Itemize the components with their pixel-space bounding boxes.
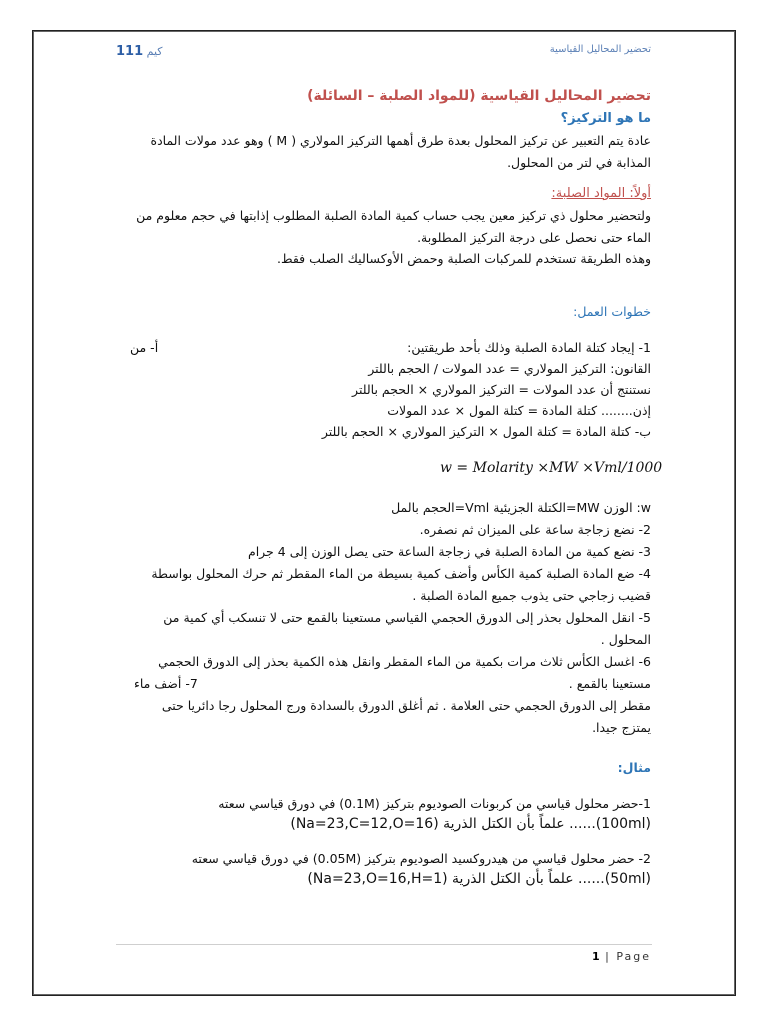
formula-legend: w: الوزن MW=الكتلة الجزيئية Vml=الحجم بالمل [391,500,651,515]
step1-line-c: نستنتج أن عدد المولات = التركيز المولاري × الحجم باللتر [352,382,651,397]
step7-line-c: يمتزج جيدا. [592,720,651,735]
step1-line-b: القانون: التركيز المولاري = عدد المولات / الحجم باللتر [368,361,651,376]
example-heading-text: مثال: [617,760,651,775]
footer-rule [116,944,652,945]
running-title: تحضير المحاليل القياسية [549,44,651,55]
course-number: 111 [116,44,144,59]
solid-section-heading [551,185,651,201]
example-heading [618,760,651,775]
step7-line-a: 7- أضف ماء [134,676,198,691]
solid-heading-text: أولاً: المواد الصلبة: [551,186,651,201]
mass-formula: w = Molarity ×MW ×Vml/1000 [440,460,663,476]
step4-line-b: قضيب زجاجي حتى يذوب جميع المادة الصلبة . [412,588,651,603]
step6-line-b: مستعينا بالقمع . [568,676,651,691]
page-footer [592,950,651,963]
step4-line-a: 4- ضع المادة الصلبة كمية الكأس وأضف كمية بسيطة من الماء المقطر ثم حرك المحلول بواسطة [151,566,651,581]
step1-line-d: إذن........ كتلة المادة = كتلة المول × عدد المولات [387,403,651,418]
solid-line-3: وهذه الطريقة تستخدم للمركبات الصلبة وحمض الأوكساليك الصلب فقط. [277,251,651,266]
page-label: | Page [605,950,651,963]
example2-line-b: (50ml)...... علماً بأن الكتل الذرية (Na=23,O=16,H=1) [307,871,651,887]
example2-line-a: 2- حضر محلول قياسي من هيدروكسيد الصوديوم بتركيز (0.05M) في دورق قياسي سعته [191,851,651,866]
step1-line-a-tail: أ- من [130,340,159,355]
document-title: تحضير المحاليل القياسية (للمواد الصلبة – السائلة) [307,88,651,104]
step5-line-b: المحلول . [600,632,651,647]
step1-line-a: 1- إيجاد كتلة المادة الصلبة وذلك بأحد طريقتين: [407,340,651,355]
course-code [116,44,163,59]
step6-line-a: 6- اغسل الكأس ثلاث مرات بكمية من الماء المقطر وانقل هذه الكمية بحذر إلى الدورق الحجمي [158,654,651,669]
solid-line-1: ولتحضير محلول ذي تركيز معين يجب حساب كمية المادة الصلبة المطلوب إذابتها في حجم معلوم من [136,208,651,223]
step7-line-b: مقطر إلى الدورق الحجمي حتى العلامة . ثم أغلق الدورق بالسدادة ورج المحلول رجا دائريا حتى [161,698,651,713]
intro-line-2: المذابة في لتر من المحلول. [507,155,651,170]
step1-line-e: ب- كتلة المادة = كتلة المول × التركيز المولاري × الحجم باللتر [321,424,651,439]
step2-line: 2- نضع زجاجة ساعة على الميزان ثم نصفره. [419,522,651,537]
course-label: كيم [146,45,163,58]
example1-line-a: 1-حضر محلول قياسي من كربونات الصوديوم بتركيز (0.1M) في دورق قياسي سعته [218,796,651,811]
solid-line-2: الماء حتى نحصل على درجة التركيز المطلوبة. [417,230,651,245]
example1-line-b: (100ml)...... علماً بأن الكتل الذرية (Na=23,C=12,O=16) [290,816,651,832]
step3-line: 3- نضع كمية من المادة الصلبة في زجاجة الساعة حتى يصل الوزن إلى 4 جرام [247,544,651,559]
steps-heading [573,304,651,319]
page-number: 1 [592,950,600,963]
question-heading: ما هو التركيز؟ [560,111,651,126]
intro-line-1: عادة يتم التعبير عن تركيز المحلول بعدة طرق أهمها التركيز المولاري ( M ) وهو عدد مولات المادة [150,133,651,148]
step5-line-a: 5- انقل المحلول بحذر إلى الدورق الحجمي القياسي مستعينا بالقمع حتى لا تنسكب أي كمية من [163,610,651,625]
steps-heading-text: خطوات العمل: [573,304,651,319]
